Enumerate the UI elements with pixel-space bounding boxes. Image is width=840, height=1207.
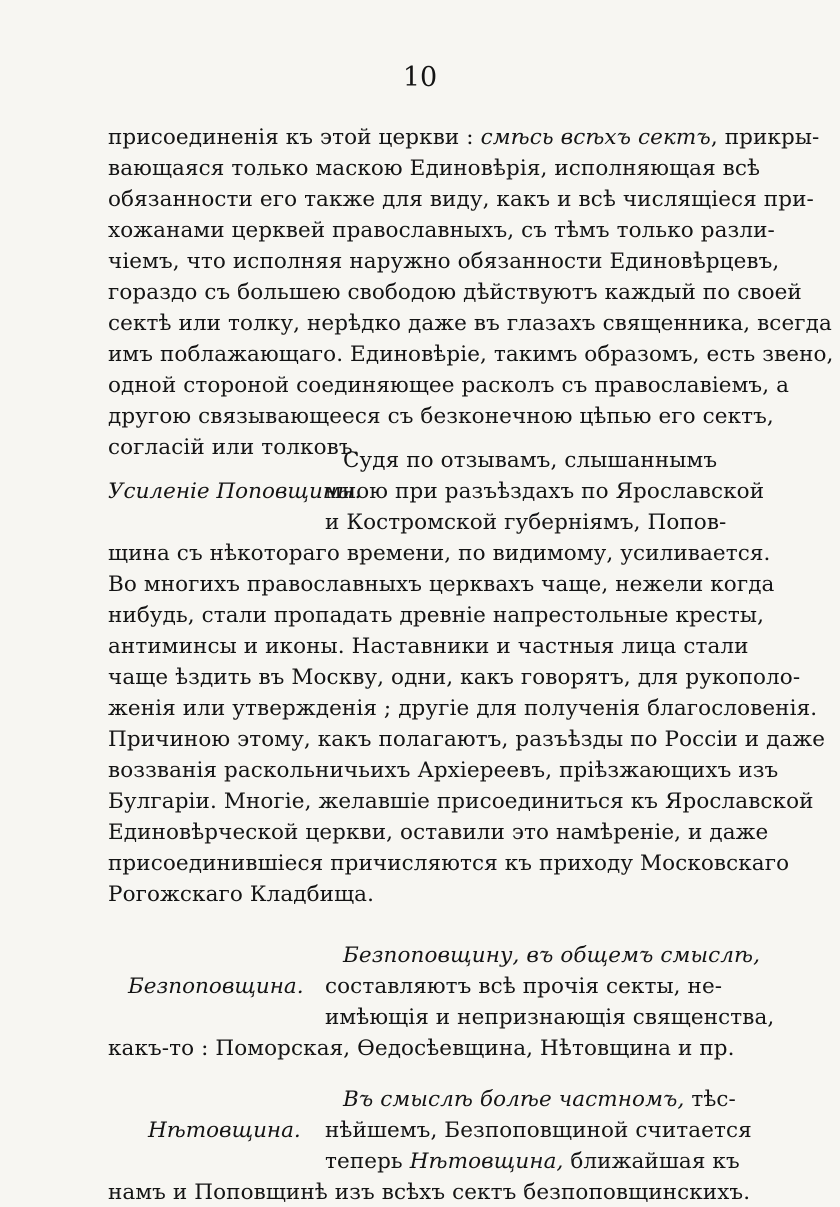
text-span: , прикры- (710, 125, 820, 150)
text-line: вающаяся только маскою Единовѣрія, исполняющая всѣ (108, 156, 761, 181)
text-line: Единовѣрческой церкви, оставили это намѣреніе, и даже (108, 820, 769, 845)
margin-note-popovshchina: Усиленіе Поповщины. (108, 479, 362, 504)
text-span: тѣс- (684, 1087, 736, 1112)
text-line (108, 124, 820, 152)
text-line: имѣющія и непризнающія священства, (325, 1005, 775, 1030)
text-line: какъ-то : Поморская, Ѳедосѣевщина, Нѣтовщина и пр. (108, 1036, 735, 1061)
text-line: согласій или толковъ. (108, 435, 360, 460)
margin-note-bezpopovshchina: Безпоповщина. (128, 974, 304, 999)
text-span: ближайшая къ (563, 1149, 740, 1174)
text-line: Безпоповщину, въ общемъ смыслѣ, (343, 943, 761, 968)
text-line: сектѣ или толку, нерѣдко даже въ глазахъ священника, всегда (108, 311, 832, 336)
text-line: обязанности его также для виду, какъ и всѣ числящіеся при- (108, 187, 814, 212)
text-line: хожанами церквей православныхъ, съ тѣмъ только разли- (108, 218, 775, 243)
text-line: одной стороной соединяющее расколъ съ православіемъ, а (108, 373, 790, 398)
text-line: мною при разъѣздахъ по Ярославской (325, 479, 765, 504)
margin-note-netovshchina: Нѣтовщина. (148, 1118, 301, 1143)
text-line: Рогожскаго Кладбища. (108, 882, 375, 907)
text-line: и Костромской губерніямъ, Попов- (325, 510, 727, 535)
text-line: гораздо съ большею свободою дѣйствуютъ каждый по своей (108, 280, 802, 305)
text-line: воззванія раскольничьихъ Архіереевъ, пріѣзжающихъ изъ (108, 758, 779, 783)
text-line (343, 1086, 736, 1114)
text-line: Булгаріи. Многіе, желавшіе присоединиться къ Ярославской (108, 789, 814, 814)
text-line: Причиною этому, какъ полагаютъ, разъѣзды по Россіи и даже (108, 727, 826, 752)
text-line: составляютъ всѣ прочія секты, не- (325, 974, 723, 999)
text-line: чіемъ, что исполняя наружно обязанности Единовѣрцевъ, (108, 249, 780, 274)
italic-phrase: Нѣтовщина, (409, 1149, 564, 1174)
text-line: присоединившіеся причисляются къ приходу Московскаго (108, 851, 790, 876)
text-line: Судя по отзывамъ, слышаннымъ (343, 448, 718, 473)
text-line: нибудь, стали пропадать древніе напрестольные кресты, (108, 603, 765, 628)
text-line: чаще ѣздить въ Москву, одни, какъ говорятъ, для рукополо- (108, 665, 801, 690)
italic-phrase: смѣсь всѣхъ сектъ (480, 125, 711, 150)
text-line (325, 1148, 740, 1176)
text-line: намъ и Поповщинѣ изъ всѣхъ сектъ безпоповщинскихъ. (108, 1180, 751, 1205)
text-line: антиминсы и иконы. Наставники и частныя лица стали (108, 634, 749, 659)
text-span: теперь (325, 1149, 410, 1174)
text-span: присоединенія къ этой церкви : (108, 125, 481, 150)
text-line: нѣйшемъ, Безпоповщиной считается (325, 1118, 752, 1143)
page-number: 10 (402, 62, 438, 93)
text-line: другою связывающееся съ безконечною цѣпью его сектъ, (108, 404, 774, 429)
text-line: имъ поблажающаго. Единовѣріе, такимъ образомъ, есть звено, (108, 342, 834, 367)
italic-phrase: Въ смыслѣ болѣе частномъ, (343, 1087, 685, 1112)
text-line: Во многихъ православныхъ церквахъ чаще, нежели когда (108, 572, 775, 597)
text-line: щина съ нѣкотораго времени, по видимому, усиливается. (108, 541, 771, 566)
text-line: женія или утвержденія ; другіе для полученія благословенія. (108, 696, 818, 721)
